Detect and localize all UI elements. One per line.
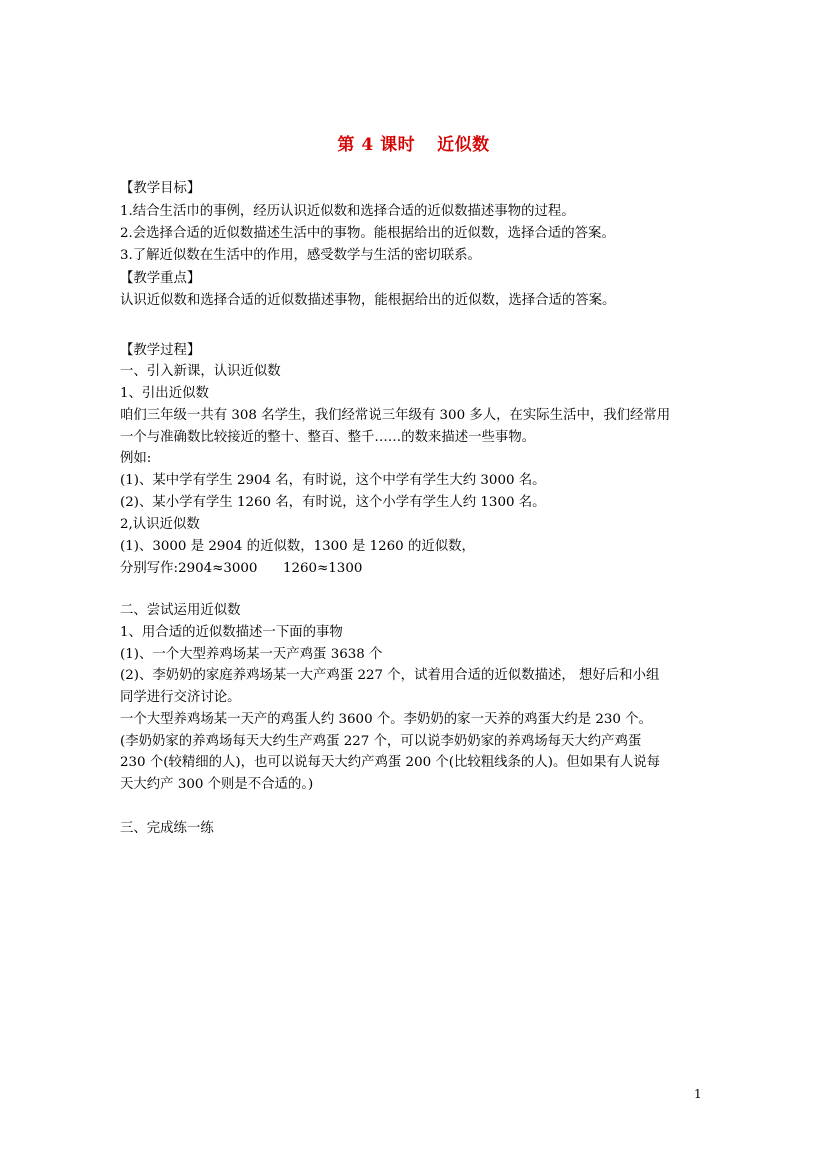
lesson-title: [0, 130, 827, 155]
focus-heading: 【教学重点】: [120, 271, 201, 286]
lesson-number: 第 4 课时: [337, 135, 416, 155]
item-1: (1)、一个大型养鸡场某一天产鸡蛋 3638 个: [120, 647, 383, 662]
example-label: 例如:: [120, 451, 152, 466]
part2-heading: 二、尝试运用近似数: [120, 603, 241, 618]
goals-heading: 【教学目标】: [120, 181, 201, 196]
part1-subheading-1: 1、引出近似数: [120, 386, 209, 401]
page-number: 1: [694, 1087, 702, 1101]
answer-line: 一个大型养鸡场某一天产的鸡蛋人约 3600 个。李奶奶的家一天养的鸡蛋大约是 230 个。: [120, 712, 652, 727]
recognize-line: (1)、3000 是 2904 的近似数，1300 是 1260 的近似数，: [120, 539, 475, 554]
note-line-3: 天大约产 300 个则是不合适的。): [120, 777, 314, 792]
focus-text: 认识近似数和选择合适的近似数描述事物，能根据给出的近似数，选择合适的答案。: [120, 293, 616, 308]
part1-heading: 一、引入新课，认识近似数: [120, 364, 281, 379]
example-2: (2)、某小学有学生 1260 名，有时说，这个小学有学生人约 1300 名。: [120, 495, 546, 510]
process-heading: 【教学过程】: [120, 343, 201, 358]
goal-item-2: 2.会选择合适的近似数描述生活中的事物。能根据给出的近似数，选择合适的答案。: [120, 226, 615, 241]
item-2-line-1: (2)、李奶奶的家庭养鸡场某一大产鸡蛋 227 个，试着用合适的近似数描述， 想好后和小组: [120, 668, 660, 683]
note-line-1: (李奶奶家的养鸡场每天大约生产鸡蛋 227 个，可以说李奶奶家的养鸡场每天大约产鸡蛋: [120, 734, 642, 749]
goal-item-1: 1.结合生活巾的事例，经历认识近似数和选择合适的近似数描述事物的过程。: [120, 204, 575, 219]
item-2-line-2: 同学进行交济讨论。: [120, 690, 241, 705]
part2-subheading-1: 1、用合适的近似数描述一下面的事物: [120, 625, 343, 640]
part1-paragraph-line-2: 一个与准确数比较接近的整十、整百、整千……的数来描述一些事物。: [120, 430, 536, 445]
write-as-line: 分别写作:2904≈3000 1260≈1300: [120, 561, 363, 576]
note-line-2: 230 个(较精细的人)，也可以说每天大约产鸡蛋 200 个(比较粗线条的人)。但如果有人说每: [120, 755, 661, 770]
example-1: (1)、某中学有学生 2904 名，有时说，这个中学有学生大约 3000 名。: [120, 473, 546, 488]
part1-subheading-2: 2,认识近似数: [120, 517, 200, 532]
lesson-topic: 近似数: [437, 135, 490, 155]
goal-item-3: 3.了解近似数在生活中的作用，感受数学与生活的密切联系。: [120, 248, 481, 263]
part3-heading: 三、完成练一练: [120, 821, 214, 836]
part1-paragraph-line-1: 咱们三年级一共有 308 名学生，我们经常说三年级有 300 多人，在实际生活中，我们经常用: [120, 408, 671, 423]
